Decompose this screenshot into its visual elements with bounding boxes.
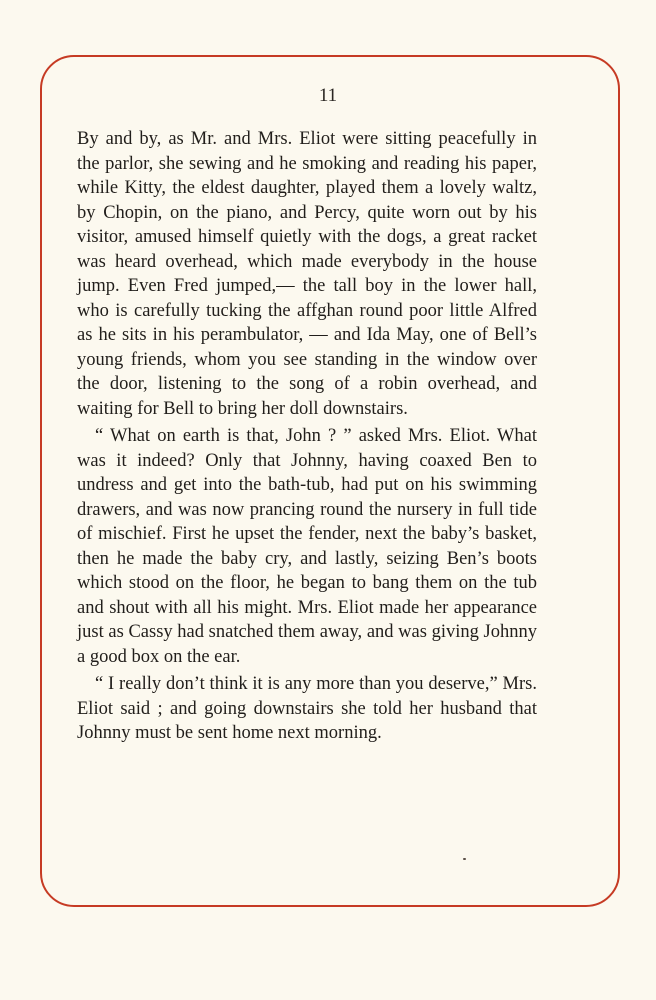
paragraph-3: “ I really don’t think it is any more than you deserve,” Mrs. Eliot said ; and going downstairs she told her husband that Johnny must be sent home next morning.: [77, 674, 537, 743]
paragraph-1: By and by, as Mr. and Mrs. Eliot were sitting peacefully in the parlor, she sewing and he smoking and reading his paper, while Kitty, the eldest daughter, played them a lovely waltz, by Chopin, on the piano, and Percy, quite worn out by his visitor, amused himself quietly with the dogs, a great racket was heard overhead, which made everybody in the house jump. Even Fred jumped,— the tall boy in the lower hall, who is carefully tucking the affghan round poor little Alfred as he sits in his perambulator, — and Ida May, one of Bell’s young friends, whom you see standing in the window over the door, listening to the song of a robin overhead, and waiting for Bell to bring her doll downstairs.: [77, 129, 537, 419]
ink-speck: [463, 858, 466, 860]
paragraph-2: “ What on earth is that, John ? ” asked Mrs. Eliot. What was it indeed? Only that Johnny, having coaxed Ben to undress and get into the bath-tub, had put on his swimming drawers, and was now prancing round the nursery in full tide of mischief. First he upset the fender, next the baby’s basket, then he made the baby cry, and lastly, seizing Ben’s boots which stood on the floor, he began to bang them on the tub and shout with all his might. Mrs. Eliot made her appearance just as Cassy had snatched them away, and was giving Johnny a good box on the ear.: [77, 426, 537, 667]
page-number: 11: [318, 85, 338, 106]
body-text: [77, 127, 537, 746]
